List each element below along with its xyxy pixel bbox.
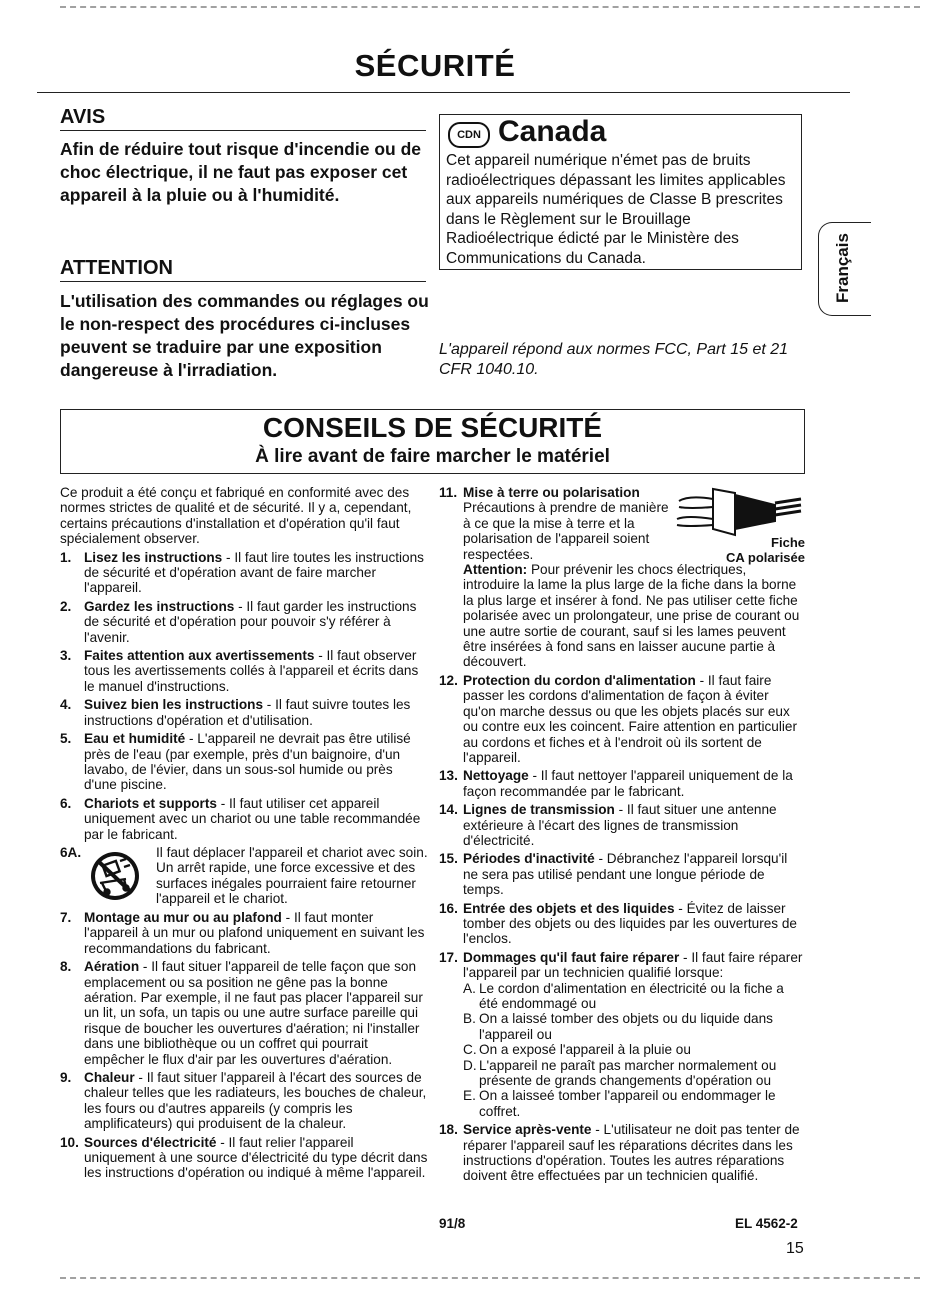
sub-item: A. Le cordon d'alimentation en électricité ou la fiche a été endommagé ou [463,980,784,1011]
cart-tipover-warning-icon [86,849,144,903]
canada-text: Cet appareil numérique n'émet pas de bruits radioélectriques dépassant les limites applicables aux appareils numériques de Classe B prescrites dans le Règlement sur le Brouillage Radioélectrique édicté par le Ministère des Communications du Canada. [446,152,786,267]
list-item: 4. Suivez bien les instructions - Il faut suivre toutes les instructions d'opération et d'utilisation. [60,697,411,728]
list-item: 7. Montage au mur ou au plafond - Il faut monter l'appareil à un mur ou plafond uniquement en suivant les recommandations du fabricant. [60,909,425,956]
canada-notice [439,114,802,270]
attention-underline [60,281,426,282]
language-tab[interactable] [818,222,871,316]
conseils-title: CONSEILS DE SÉCURITÉ [262,412,603,443]
language-tab-label: Français [833,233,852,303]
list-item: 10. Sources d'électricité - Il faut relier l'appareil uniquement à une source d'électricité du type décrit dans les instructions d'opération ou indiqué à même l'appareil. [60,1134,428,1181]
title-rule [37,92,850,93]
attention-text: L'utilisation des commandes ou réglages ou le non-respect des procédures ci-incluses peuvent se traduire par une exposition dangereuse à l'irradiation. [60,291,429,380]
avis-underline [60,130,426,131]
canada-title: Canada [498,115,607,148]
scan-artifact-top [60,6,920,8]
sub-item: B. On a laissé tomber des objets ou du liquide dans l'appareil ou [463,1011,773,1042]
list-item: 15. Périodes d'inactivité - Débranchez l'appareil lorsqu'il ne sera pas utilisé pendant une longue période de temps. [439,851,788,898]
polarized-plug-icon [675,485,805,537]
list-item: 3. Faites attention aux avertissements - Il faut observer tous les avertissements collés à l'appareil et écrits dans le manuel d'instructions. [60,648,419,694]
intro-text: Ce produit a été conçu et fabriqué en conformité avec des normes strictes de qualité et de sécurité. Il y a, cependant, certains précautions d'installation et d'opération qu'il faut spécialement observer. [60,485,412,547]
sub-item: D. L'appareil ne paraît pas marcher normalement ou présente de grands changements d'opération ou [463,1057,777,1089]
footer-code-right: EL 4562-2 [735,1216,798,1231]
footer-code-left: 91/8 [439,1216,466,1231]
sub-item: E. On a laisseé tomber l'appareil ou endommager le coffret. [463,1088,776,1119]
polarized-plug-figure [675,485,805,565]
conseils-header [60,409,805,474]
list-item: 6. Chariots et supports - Il faut utiliser cet appareil uniquement avec un chariot ou une table recommandée par le fabricant. [60,795,421,842]
list-item: 2. Gardez les instructions - Il faut garder les instructions de sécurité et d'opération pour pouvoir s'y référer à l'avenir. [60,598,417,645]
scan-artifact-bottom [60,1277,920,1279]
page-title: SÉCURITÉ [354,48,516,83]
avis-heading: AVIS [60,106,106,128]
list-item: 12. Protection du cordon d'alimentation - Il faut faire passer les cordons d'alimentation de façon à éviter qu'on marche dessus ou que les objets placés sur eux ou contre eux les coincent. Faire attention en particulier au cordons et fiches et à l'endroit où ils sortent de l'appareil. [439,672,797,765]
sub-item: C. On a exposé l'appareil à la pluie ou [463,1042,691,1058]
list-item: 17. Dommages qu'il faut faire réparer - Il faut faire réparer l'appareil par un technicien qualifié lorsque: A. Le cordon d'alimentation en électricité ou la fiche a été endommagé ou B. On a laissé tomber des objets ou du liquide dans l'appareil ou C. On a exposé l'appareil à la pluie ou D. L'appareil ne paraît pas marcher normalement ou présente de grands changements d'opération ou E. On a laisseé tomber l'appareil ou endommager le coffret. [439,950,805,1119]
cdn-badge-icon: CDN [448,122,490,148]
list-item: 9. Chaleur - Il faut situer l'appareil à l'écart des sources de chaleur telles que les radiateurs, les bouches de chaleur, les fours ou d'autres appareils (y compris les amplificateurs) qui produisent de la chaleur. [60,1070,427,1132]
list-item: 1. Lisez les instructions - Il faut lire toutes les instructions de sécurité et d'opération avant de faire marcher l'appareil. [60,549,424,596]
list-item: 5. Eau et humidité - L'appareil ne devrait pas être utilisé près de l'eau (par exemple, près d'un baignoire, d'un lavabo, de l'évier, dans un sous-sol humide ou près d'une piscine. [60,731,411,793]
list-item-6a: 6A. Il faut déplacer l'appareil et chariot avec soin. Un arrêt rapide, une force excessive et des surfaces inégales pourraient faire retourner l'appareil et le chariot. [60,844,428,907]
right-column [439,485,805,1187]
avis-text: Afin de réduire tout risque d'incendie ou de choc électrique, il ne faut pas exposer cet appareil à la pluie ou à l'humidité. [60,139,421,205]
list-item: 16. Entrée des objets et des liquides - Évitez de laisser tomber des objets ou des liquides par les ouvertures de l'enclos. [439,900,797,947]
list-item: 8. Aération - Il faut situer l'appareil de telle façon que son emplacement ou sa position ne gêne pas la bonne aération. Par exemple, il ne faut pas placer l'appareil sur un lit, un sofa, un tapis ou une autre surface pareille qui risque de boucher les ouvertures d'aération; ni l'installer dans une bibliothèque ou un coffret qui pourrait empêcher le flux d'air par les ouvertures d'aération. [60,959,423,1067]
plug-caption: Fiche CA polarisée [726,535,805,565]
list-item: 14. Lignes de transmission - Il faut situer une antenne extérieure à l'écart des lignes de transmission d'électricité. [439,802,777,848]
left-column [60,485,428,1184]
list-item: 13. Nettoyage - Il faut nettoyer l'appareil uniquement de la façon recommandée par le fabricant. [439,768,793,799]
attention-heading: ATTENTION [60,257,173,279]
fcc-note: L'appareil répond aux normes FCC, Part 15 et 21 CFR 1040.10. [439,341,789,378]
conseils-subtitle: À lire avant de faire marcher le matériel [255,446,610,467]
page-number: 15 [786,1240,804,1257]
list-item: 18. Service après-vente - L'utilisateur ne doit pas tenter de réparer l'appareil sauf les réparations décrites dans les instructions d'opération. Toutes les autres réparations doivent être effectuées par un technicien qualifié. [439,1122,800,1184]
list-item: 11. Fiche CA polarisée Mise à terre ou polarisation Précautions à prendre de manière à ce que la mise à terre et la polarisation de l'appareil soient respectées. Attention: Pour prévenir les chocs électriques, introduire la lame la plus large de la fiche dans la borne la plus large et insérer à fond. Ne pas utiliser cette fiche polarisée avec un prolongateur, une prise de courant ou une autre sortie de courant, sauf si les lames peuvent être insérées à fond sans en laisser aucune partie à découvert. [439,485,805,670]
